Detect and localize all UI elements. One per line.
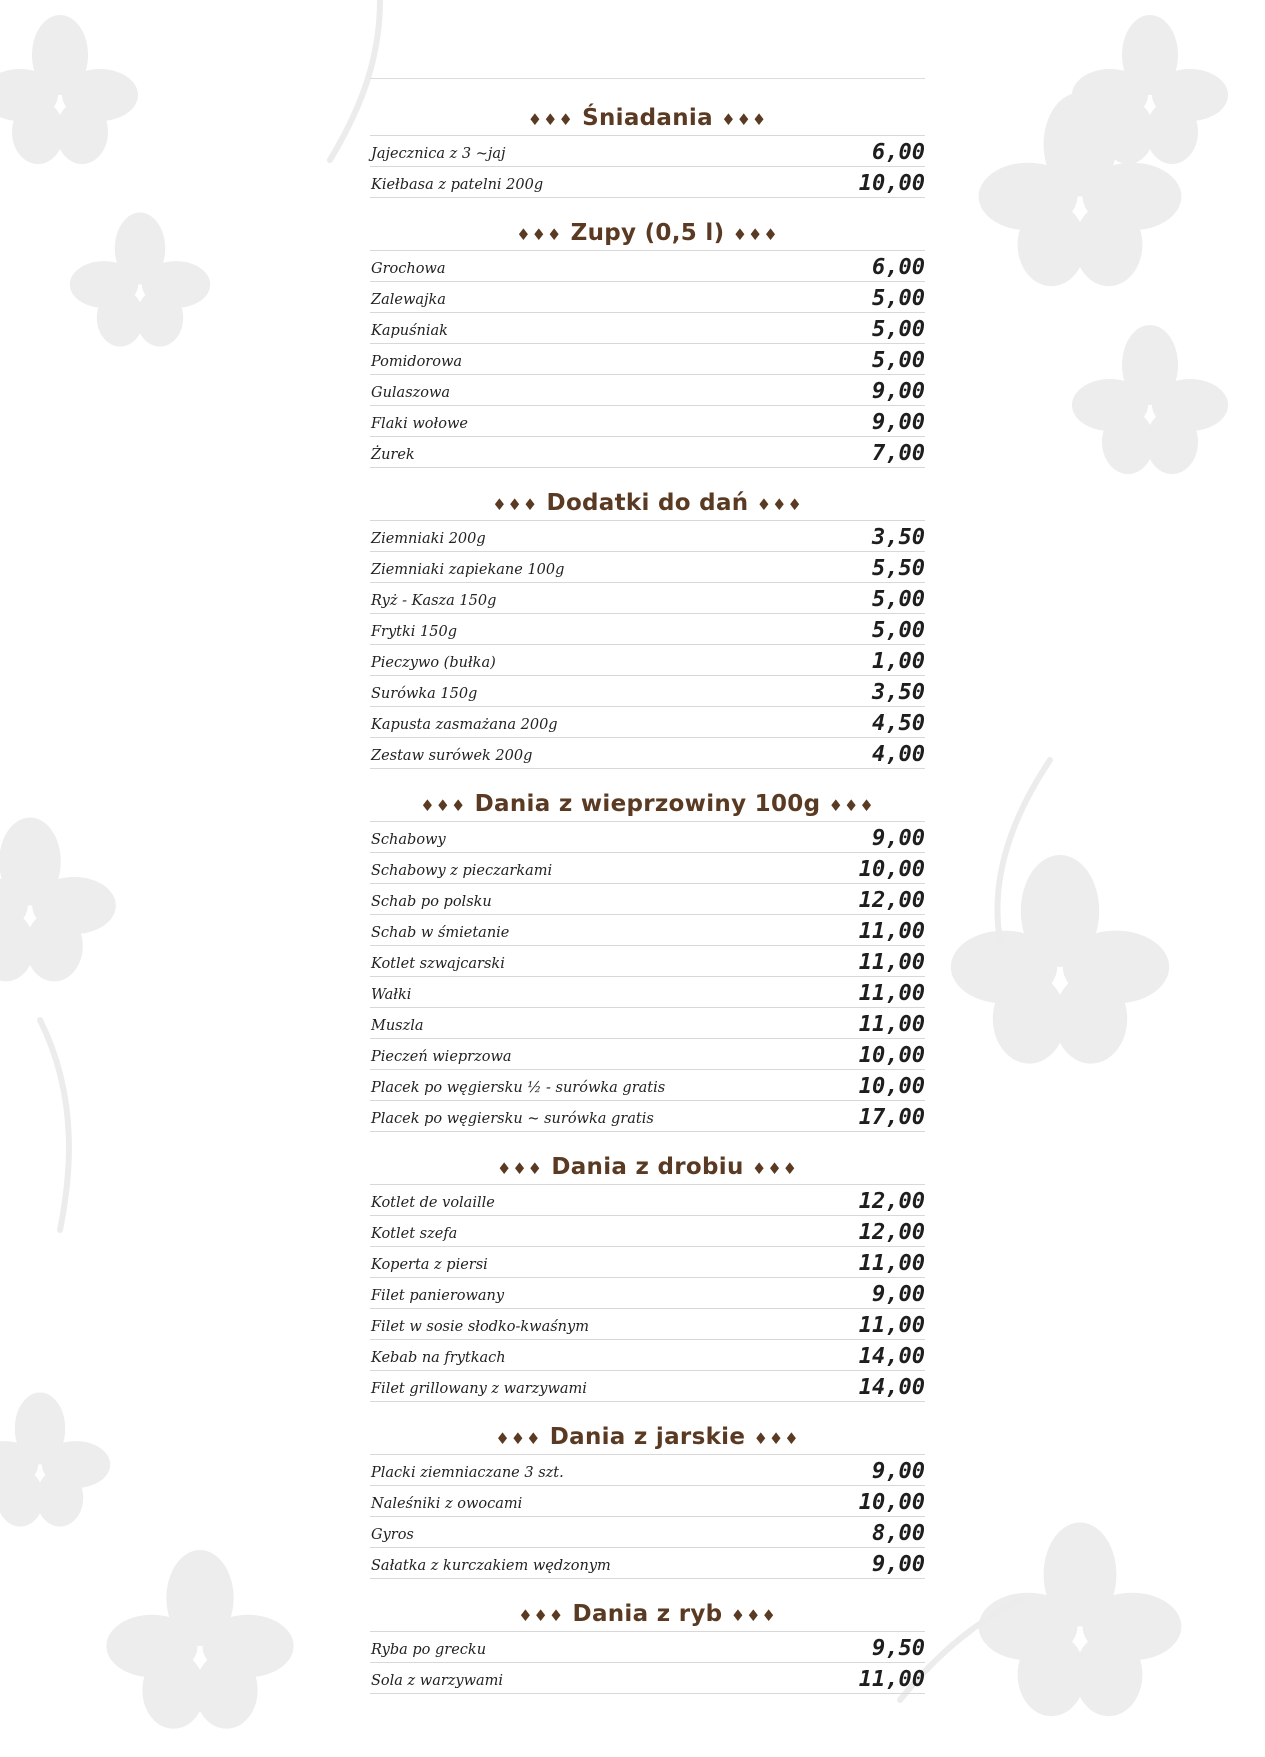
menu-item-price: 10,00: [858, 857, 925, 882]
section-title: [370, 486, 925, 521]
menu-item: [370, 946, 925, 977]
menu-item: [370, 282, 925, 313]
menu-item: [370, 375, 925, 406]
menu-item-price: 5,00: [872, 317, 925, 342]
diamond-ornament-icon: ♦♦♦: [518, 1606, 565, 1625]
menu-item-name: Grochowa: [371, 261, 446, 277]
menu-item: [370, 583, 925, 614]
menu-item-price: 11,00: [858, 950, 925, 975]
menu-item-price: 4,50: [872, 711, 925, 736]
menu-item-name: Jajecznica z 3 ~jaj: [371, 146, 506, 162]
menu-section: [370, 486, 925, 769]
menu-item-name: Schab po polsku: [371, 894, 492, 910]
menu-item-name: Pieczeń wieprzowa: [371, 1049, 512, 1065]
menu-item-name: Ziemniaki 200g: [371, 531, 486, 547]
menu-item-price: 6,00: [872, 255, 925, 280]
diamond-ornament-icon: ♦♦♦: [492, 495, 539, 514]
orchid-icon: [0, 818, 116, 982]
menu-item: [370, 1278, 925, 1309]
menu-section: [370, 1597, 925, 1694]
section-title-text: Dania z wieprzowiny 100g: [474, 791, 821, 817]
menu-item: [370, 1216, 925, 1247]
section-title: [370, 1420, 925, 1455]
menu-item: [370, 707, 925, 738]
section-title-text: Zupy (0,5 l): [570, 220, 725, 246]
menu-item: [370, 313, 925, 344]
menu-item: [370, 977, 925, 1008]
menu-item-price: 9,00: [872, 379, 925, 404]
menu-item-name: Żurek: [371, 447, 415, 463]
menu-item: [370, 884, 925, 915]
menu-item: [370, 251, 925, 282]
menu-item-price: 14,00: [858, 1375, 925, 1400]
menu-item-price: 6,00: [872, 140, 925, 165]
menu-item-price: 3,50: [872, 680, 925, 705]
menu-item-price: 17,00: [858, 1105, 925, 1130]
menu-item-name: Ryba po grecku: [371, 1642, 487, 1658]
menu-item-name: Kiełbasa z patelni 200g: [371, 177, 544, 193]
menu-item: [370, 1247, 925, 1278]
orchid-icon: [1072, 15, 1228, 164]
top-divider: [370, 78, 925, 79]
menu-item-name: Placki ziemniaczane 3 szt.: [371, 1465, 564, 1481]
orchid-icon: [979, 1523, 1182, 1717]
diamond-ornament-icon: ♦♦♦: [732, 225, 779, 244]
menu-item: [370, 738, 925, 769]
menu-item-name: Frytki 150g: [371, 624, 458, 640]
menu-item: [370, 645, 925, 676]
menu-item: [370, 344, 925, 375]
menu-item-name: Kebab na frytkach: [371, 1350, 506, 1366]
section-title: [370, 1597, 925, 1632]
menu-item-price: 1,00: [872, 649, 925, 674]
menu-item: [370, 1663, 925, 1694]
menu-item-name: Muszla: [371, 1018, 424, 1034]
menu-item: [370, 167, 925, 198]
menu-item: [370, 1008, 925, 1039]
menu-item-price: 9,00: [872, 826, 925, 851]
menu-item-price: 10,00: [858, 1074, 925, 1099]
menu-item-price: 14,00: [858, 1344, 925, 1369]
menu-item-name: Filet panierowany: [371, 1288, 505, 1304]
menu-section: [370, 101, 925, 198]
menu-item: [370, 1371, 925, 1402]
menu-item-price: 7,00: [872, 441, 925, 466]
menu-item-price: 3,50: [872, 525, 925, 550]
menu-item-price: 10,00: [858, 1490, 925, 1515]
menu-item: [370, 1101, 925, 1132]
menu-item: [370, 1039, 925, 1070]
orchid-icon: [70, 213, 210, 347]
menu-item: [370, 437, 925, 468]
menu-item-price: 10,00: [858, 171, 925, 196]
menu-item-name: Pomidorowa: [371, 354, 463, 370]
diamond-ornament-icon: ♦♦♦: [753, 1429, 800, 1448]
menu-item-name: Sałatka z kurczakiem wędzonym: [371, 1558, 611, 1574]
menu-item-price: 12,00: [858, 1189, 925, 1214]
menu-item-name: Schab w śmietanie: [371, 925, 510, 941]
menu-item-price: 5,00: [872, 587, 925, 612]
section-title: [370, 787, 925, 822]
menu-item-name: Naleśniki z owocami: [371, 1496, 523, 1512]
menu-item-name: Zalewajka: [371, 292, 446, 308]
menu-section: [370, 787, 925, 1132]
menu-item-price: 9,00: [872, 1552, 925, 1577]
menu-item-price: 5,00: [872, 286, 925, 311]
diamond-ornament-icon: ♦♦♦: [828, 796, 875, 815]
menu-item-price: 9,00: [872, 410, 925, 435]
section-title: [370, 216, 925, 251]
menu-item-name: Kapusta zasmażana 200g: [371, 717, 558, 733]
menu-item-price: 5,00: [872, 348, 925, 373]
menu-item-price: 12,00: [858, 888, 925, 913]
menu-item: [370, 915, 925, 946]
menu-item-name: Filet w sosie słodko-kwaśnym: [371, 1319, 589, 1335]
menu-item: [370, 406, 925, 437]
menu-item: [370, 822, 925, 853]
menu-item-price: 11,00: [858, 1313, 925, 1338]
menu-item-name: Koperta z piersi: [371, 1257, 488, 1273]
menu-item: [370, 853, 925, 884]
diamond-ornament-icon: ♦♦♦: [496, 1159, 544, 1178]
section-title-text: Dodatki do dań: [546, 490, 749, 516]
orchid-icon: [106, 1550, 293, 1729]
menu-page: [370, 78, 925, 1712]
section-title-text: Dania z drobiu: [551, 1154, 744, 1180]
menu-item-price: 11,00: [858, 1012, 925, 1037]
menu-item-name: Surówka 150g: [371, 686, 478, 702]
menu-item: [370, 1455, 925, 1486]
menu-item-name: Ziemniaki zapiekane 100g: [371, 562, 565, 578]
menu-item: [370, 136, 925, 167]
section-title-text: Dania z ryb: [572, 1601, 723, 1627]
menu-item: [370, 1309, 925, 1340]
diamond-ornament-icon: ♦♦♦: [516, 225, 563, 244]
diamond-ornament-icon: ♦♦♦: [751, 1159, 798, 1178]
menu-item-name: Filet grillowany z warzywami: [371, 1381, 587, 1397]
menu-item-name: Placek po węgiersku ½ - surówka gratis: [371, 1080, 666, 1096]
diamond-ornament-icon: ♦♦♦: [721, 110, 768, 129]
section-title-text: Dania z jarskie: [549, 1424, 746, 1450]
menu-item-price: 5,00: [872, 618, 925, 643]
menu-item-name: Kotlet szwajcarski: [371, 956, 505, 972]
menu-item: [370, 1486, 925, 1517]
menu-item-name: Flaki wołowe: [371, 416, 468, 432]
menu-item: [370, 1517, 925, 1548]
menu-item-name: Kotlet szefa: [371, 1226, 458, 1242]
menu-item-price: 12,00: [858, 1220, 925, 1245]
menu-item-name: Kapuśniak: [371, 323, 448, 339]
menu-section: [370, 216, 925, 468]
menu-item-name: Wałki: [371, 987, 412, 1003]
section-title: [370, 101, 925, 136]
menu-item-name: Ryż - Kasza 150g: [371, 593, 497, 609]
menu-sections: [370, 101, 925, 1694]
orchid-icon: [0, 1393, 110, 1527]
section-title-text: Śniadania: [582, 105, 713, 131]
menu-item-name: Gulaszowa: [371, 385, 451, 401]
menu-item: [370, 552, 925, 583]
menu-item-name: Kotlet de volaille: [371, 1195, 495, 1211]
menu-item-price: 4,00: [872, 742, 925, 767]
menu-item-name: Schabowy z pieczarkami: [371, 863, 553, 879]
menu-item: [370, 521, 925, 552]
menu-item-name: Sola z warzywami: [371, 1673, 504, 1689]
menu-item-name: Zestaw surówek 200g: [371, 748, 533, 764]
menu-item-name: Placek po węgiersku ~ surówka gratis: [371, 1111, 654, 1127]
diamond-ornament-icon: ♦♦♦: [730, 1606, 777, 1625]
menu-item: [370, 1548, 925, 1579]
menu-item-price: 11,00: [858, 981, 925, 1006]
menu-item-name: Pieczywo (bułka): [371, 655, 496, 671]
orchid-icon: [0, 15, 138, 164]
menu-item-price: 11,00: [858, 1251, 925, 1276]
diamond-ornament-icon: ♦♦♦: [527, 110, 574, 129]
diamond-ornament-icon: ♦♦♦: [495, 1429, 542, 1448]
menu-item-price: 9,00: [872, 1459, 925, 1484]
menu-item: [370, 1185, 925, 1216]
diamond-ornament-icon: ♦♦♦: [756, 495, 803, 514]
menu-section: [370, 1420, 925, 1579]
menu-item: [370, 614, 925, 645]
menu-item: [370, 1340, 925, 1371]
menu-item-name: Gyros: [371, 1527, 414, 1543]
menu-item-price: 11,00: [858, 1667, 925, 1692]
menu-item: [370, 1070, 925, 1101]
orchid-icon: [979, 93, 1182, 287]
menu-item-price: 9,50: [872, 1636, 925, 1661]
menu-item: [370, 676, 925, 707]
menu-item: [370, 1632, 925, 1663]
menu-item-price: 10,00: [858, 1043, 925, 1068]
menu-item-price: 8,00: [872, 1521, 925, 1546]
menu-item-name: Schabowy: [371, 832, 446, 848]
menu-item-price: 5,50: [872, 556, 925, 581]
orchid-icon: [1072, 325, 1228, 474]
menu-item-price: 9,00: [872, 1282, 925, 1307]
diamond-ornament-icon: ♦♦♦: [420, 796, 467, 815]
menu-section: [370, 1150, 925, 1402]
section-title: [370, 1150, 925, 1185]
orchid-icon: [951, 855, 1169, 1064]
menu-item-price: 11,00: [858, 919, 925, 944]
